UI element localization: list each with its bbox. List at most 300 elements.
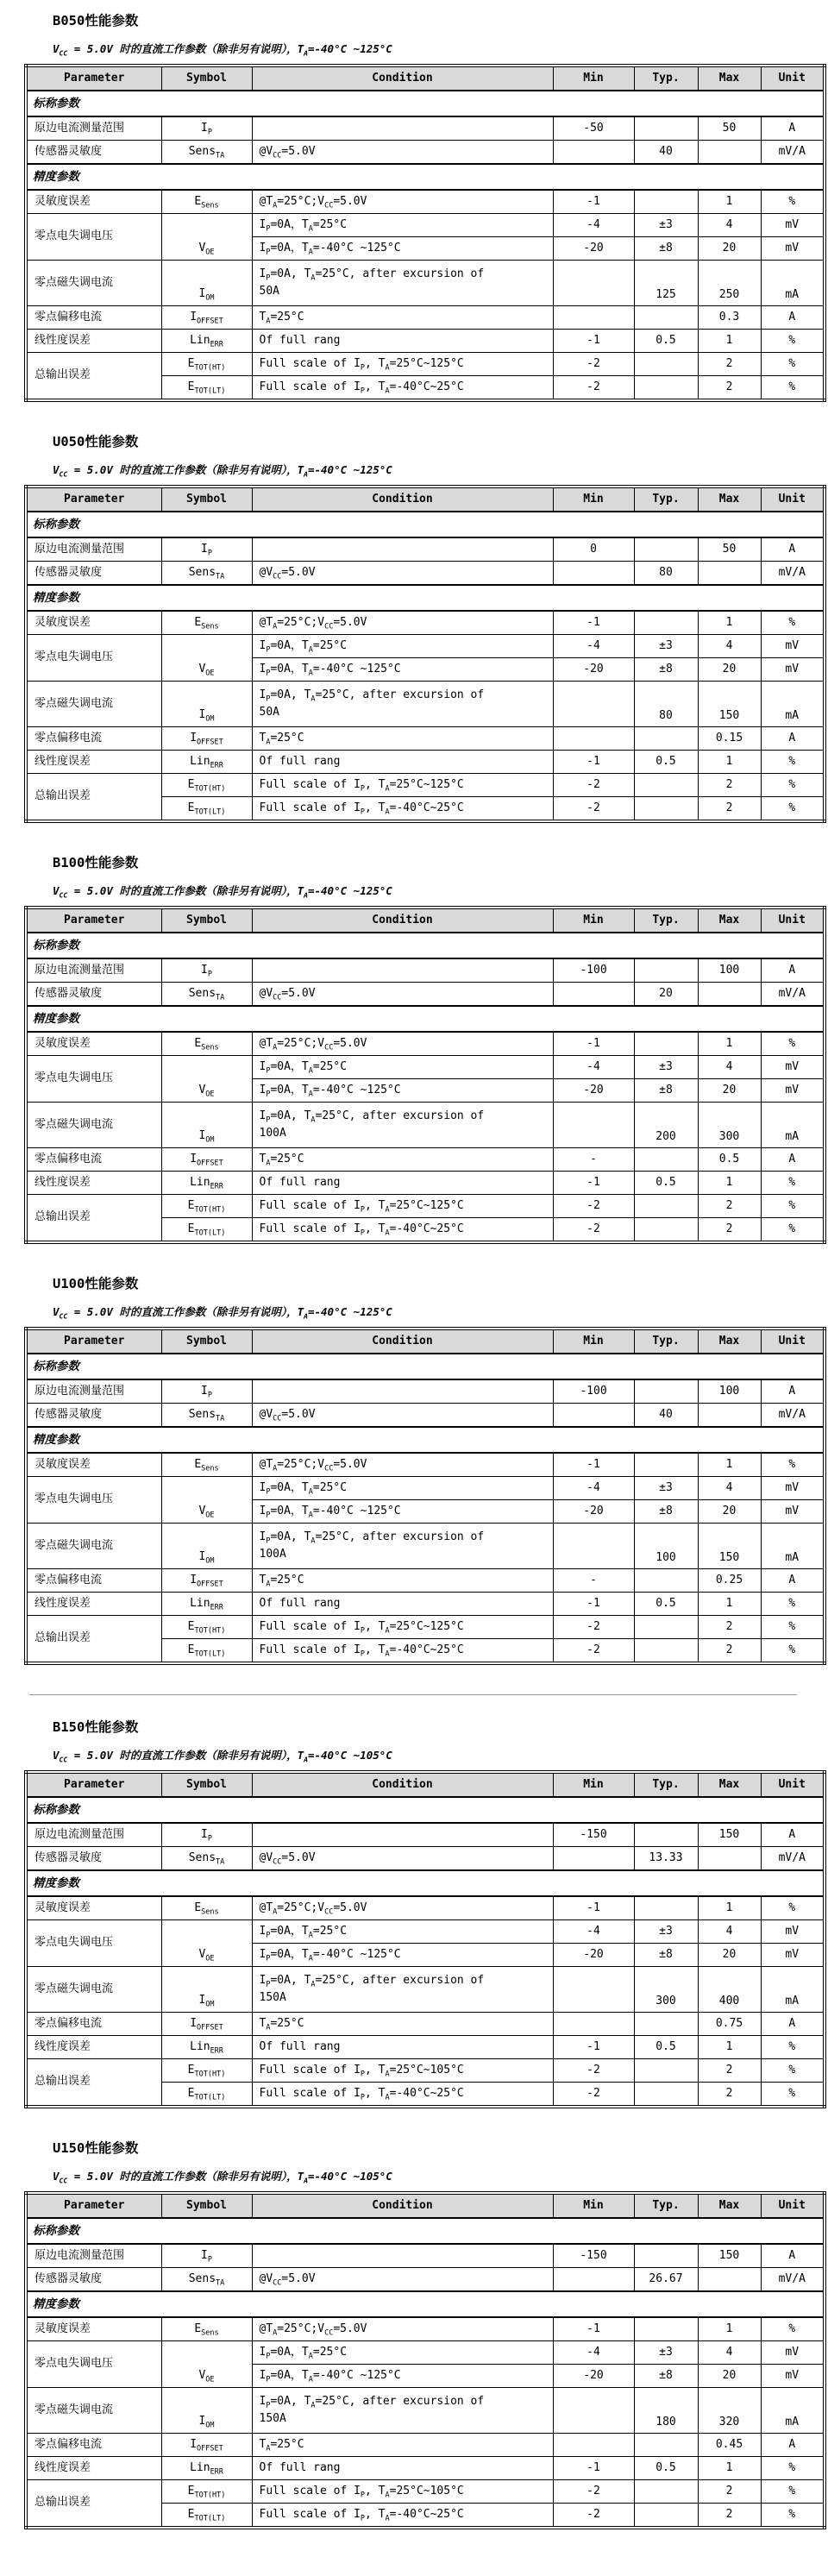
header-cell-condition: Condition (252, 908, 553, 933)
subscript: OM (205, 2421, 215, 2430)
subscript: P (360, 1649, 366, 1659)
category-label: 标称参数 (26, 933, 825, 958)
max-cell: 2 (698, 353, 761, 376)
parameters-table-U050 (24, 485, 826, 823)
param-row (26, 2434, 825, 2457)
unit-cell: mA (761, 1967, 825, 2013)
typ-cell (634, 774, 698, 797)
symbol-cell: $I_{OFFSET}$ (161, 1569, 252, 1593)
typ-cell: 40 (634, 1404, 698, 1428)
unit-cell: A (761, 2434, 825, 2457)
param-row (26, 2457, 825, 2480)
unit-cell: % (761, 2083, 825, 2108)
max-cell: 2 (698, 1218, 761, 1243)
condition-cell: Of full rang (252, 2036, 553, 2059)
subscript: TOT(LT) (194, 2514, 226, 2523)
typ-cell (634, 537, 698, 562)
category-row (26, 1427, 825, 1453)
max-cell: 2 (698, 1616, 761, 1639)
symbol-cell: $I_{OM}$ (161, 261, 252, 306)
condition-cell: $I_P=0A$，$T_A=-40^\circ C$ ~125°C (252, 1944, 553, 1967)
unit-cell: mA (761, 2388, 825, 2434)
param-cell: 零点电失调电压 (26, 1477, 161, 1524)
subscript: A (273, 1043, 278, 1052)
section-subtitle: $V_{CC} = 5.0V$ 时的直流工作参数（除非另有说明），$T_A=-40^\circ C$ ~125°C (53, 884, 392, 900)
symbol-cell: $E_{TOT(HT)}$ (161, 2059, 252, 2083)
subscript: A (310, 1536, 316, 1546)
unit-cell: A (761, 958, 825, 983)
typ-cell: ±8 (634, 1944, 698, 1967)
unit-cell: % (761, 2457, 825, 2480)
symbol-cell: $E_{TOT(LT)}$ (161, 1639, 252, 1664)
condition-cell: Full scale of $I_P$, $T_A=25^\circ C\sim 105^\circ C$ (252, 2059, 553, 2083)
min-cell: -2 (553, 376, 634, 401)
section-subtitle: $V_{CC} = 5.0V$ 时的直流工作参数（除非另有说明），$T_A=-40^\circ C$ ~125°C (53, 1305, 392, 1321)
subscript: ERR (210, 340, 223, 349)
symbol-cell: $I_P$ (161, 537, 252, 562)
unit-cell: mA (761, 1103, 825, 1148)
typ-cell: 0.5 (634, 2036, 698, 2059)
param-row (26, 1896, 825, 1920)
param-cell: 总输出误差 (26, 353, 161, 401)
param-cell: 零点磁失调电流 (26, 682, 161, 727)
min-cell: -150 (553, 2244, 634, 2268)
subscript: OFFSET (197, 1580, 223, 1589)
category-label: 标称参数 (26, 91, 825, 116)
unit-cell: mV (761, 214, 825, 237)
category-row (26, 512, 825, 537)
min-cell: -4 (553, 1477, 634, 1500)
typ-cell (634, 2317, 698, 2341)
subscript: A (273, 2328, 278, 2338)
min-cell (553, 562, 634, 586)
typ-cell: ±8 (634, 1079, 698, 1103)
condition-cell (252, 116, 553, 141)
subscript: A (385, 363, 390, 373)
condition-cell: $I_P=0A$，$T_A=-40^\circ C$ ~125°C (252, 237, 553, 261)
header-cell-max: Max (698, 1329, 761, 1354)
max-cell: 250 (698, 261, 761, 306)
symbol-cell: $V_{OE}$ (161, 2341, 252, 2388)
min-cell (553, 2388, 634, 2434)
header-cell-typ: Typ. (634, 1329, 698, 1354)
max-cell: 4 (698, 1920, 761, 1944)
symbol-cell: $I_P$ (161, 2244, 252, 2268)
subscript: P (360, 1228, 366, 1238)
max-cell: 150 (698, 1823, 761, 1847)
section-subtitle: $V_{CC} = 5.0V$ 时的直流工作参数（除非另有说明），$T_A=-40^\circ C$ ~125°C (53, 42, 392, 58)
subscript: P (266, 2352, 271, 2361)
symbol-cell: $E_{TOT(HT)}$ (161, 2480, 252, 2504)
min-cell: -20 (553, 237, 634, 261)
subscript: A (385, 807, 390, 817)
param-row (26, 1103, 825, 1148)
unit-cell: mV (761, 635, 825, 658)
param-cell: 传感器灵敏度 (26, 2268, 161, 2292)
min-cell: -20 (553, 1500, 634, 1524)
subscript: OFFSET (197, 2444, 223, 2453)
condition-cell: $T_A=25^\circ C$ (252, 1569, 553, 1593)
symbol-cell: $I_{OFFSET}$ (161, 1148, 252, 1172)
condition-cell: Full scale of $I_P$, $T_A=-40^\circ C\sim 25^\circ C$ (252, 2504, 553, 2529)
subscript: TA (216, 2278, 225, 2288)
param-row (26, 1967, 825, 2013)
symbol-cell: Sens$_{TA}$ (161, 983, 252, 1007)
subscript: P (266, 2401, 271, 2410)
unit-cell: mV (761, 1944, 825, 1967)
typ-cell: ±3 (634, 1920, 698, 1944)
subscript: A (385, 784, 390, 794)
condition-cell: Of full rang (252, 1593, 553, 1616)
header-cell-condition: Condition (252, 487, 553, 512)
unit-cell: mA (761, 682, 825, 727)
subscript: OM (205, 1135, 215, 1145)
subscript: P (360, 2514, 366, 2523)
symbol-cell: $I_P$ (161, 1379, 252, 1404)
param-cell: 线性度误差 (26, 2036, 161, 2059)
condition-cell: Of full rang (252, 2457, 553, 2480)
min-cell: -2 (553, 2083, 634, 2108)
typ-cell: 300 (634, 1967, 698, 2013)
max-cell: 20 (698, 658, 761, 682)
subscript: A (266, 2023, 271, 2033)
min-cell: -2 (553, 774, 634, 797)
unit-cell: % (761, 190, 825, 214)
subscript: TA (216, 572, 225, 581)
unit-cell: mV (761, 237, 825, 261)
param-row (26, 141, 825, 165)
header-cell-unit: Unit (761, 66, 825, 91)
max-cell: 2 (698, 2083, 761, 2108)
category-label: 精度参数 (26, 1870, 825, 1896)
min-cell: -4 (553, 1920, 634, 1944)
symbol-cell: Lin$_{ERR}$ (161, 1172, 252, 1195)
unit-cell: % (761, 1639, 825, 1664)
condition-cell: Full scale of $I_P$, $T_A=-40^\circ C\sim 25^\circ C$ (252, 797, 553, 822)
typ-cell (634, 2434, 698, 2457)
param-cell: 灵敏度误差 (26, 2317, 161, 2341)
symbol-cell: $E_{TOT(HT)}$ (161, 1195, 252, 1218)
symbol-cell: $E_{TOT(HT)}$ (161, 774, 252, 797)
subscript: CC (273, 1414, 282, 1423)
typ-cell: 26.67 (634, 2268, 698, 2292)
max-cell: 2 (698, 774, 761, 797)
condition-cell: Full scale of $I_P$, $T_A=25^\circ C\sim 105^\circ C$ (252, 2480, 553, 2504)
header-cell-typ: Typ. (634, 66, 698, 91)
typ-cell (634, 2504, 698, 2529)
parameters-table-U150 (24, 2191, 826, 2529)
symbol-cell: $E_{Sens}$ (161, 1453, 252, 1477)
symbol-cell: $E_{Sens}$ (161, 611, 252, 635)
symbol-cell: $I_{OM}$ (161, 682, 252, 727)
param-cell: 零点偏移电流 (26, 727, 161, 751)
condition-cell: $I_P=0A$，$T_A=-40^\circ C$ ~125°C (252, 2365, 553, 2388)
min-cell (553, 261, 634, 306)
section-U050 (24, 431, 823, 823)
param-row (26, 1056, 825, 1079)
header-cell-symbol: Symbol (161, 908, 252, 933)
subscript: CC (273, 151, 282, 160)
subscript: P (207, 970, 212, 979)
unit-cell: mV/A (761, 141, 825, 165)
param-row (26, 2268, 825, 2292)
header-cell-parameter: Parameter (26, 66, 161, 91)
param-row (26, 2388, 825, 2434)
header-cell-symbol: Symbol (161, 2193, 252, 2218)
param-row (26, 1569, 825, 1593)
subscript: A (385, 1626, 390, 1636)
typ-cell (634, 797, 698, 822)
subscript: CC (324, 1464, 334, 1473)
min-cell: -20 (553, 658, 634, 682)
condition-cell: $@T_A=25^\circ C;V_{CC}=5.0V$ (252, 1032, 553, 1056)
table-header-row (26, 66, 825, 91)
symbol-cell: $E_{TOT(LT)}$ (161, 2083, 252, 2108)
symbol-cell: $V_{OE}$ (161, 1056, 252, 1103)
param-cell: 传感器灵敏度 (26, 562, 161, 586)
param-row (26, 2317, 825, 2341)
subscript: A (308, 1090, 313, 1099)
symbol-cell: $I_{OM}$ (161, 2388, 252, 2434)
param-row (26, 1616, 825, 1639)
header-cell-min: Min (553, 1329, 634, 1354)
subscript: A (308, 645, 313, 655)
category-row (26, 1797, 825, 1823)
subscript: Sens (201, 201, 219, 210)
min-cell: -1 (553, 611, 634, 635)
param-row (26, 2013, 825, 2036)
subscript: ERR (210, 2467, 223, 2477)
max-cell: 1 (698, 2036, 761, 2059)
typ-cell (634, 1195, 698, 1218)
max-cell: 0.75 (698, 2013, 761, 2036)
subscript: ERR (210, 761, 223, 770)
section-U100 (24, 1273, 823, 1665)
unit-cell: A (761, 2244, 825, 2268)
param-cell: 零点磁失调电流 (26, 261, 161, 306)
typ-cell (634, 2480, 698, 2504)
subscript: ERR (210, 1603, 223, 1612)
symbol-cell: $I_P$ (161, 958, 252, 983)
param-cell: 原边电流测量范围 (26, 1379, 161, 1404)
max-cell: 1 (698, 1593, 761, 1616)
min-cell: -4 (553, 2341, 634, 2365)
unit-cell: mA (761, 261, 825, 306)
param-cell: 零点偏移电流 (26, 306, 161, 330)
unit-cell: A (761, 537, 825, 562)
header-cell-typ: Typ. (634, 487, 698, 512)
unit-cell: mV/A (761, 983, 825, 1007)
condition-cell: $@T_A=25^\circ C;V_{CC}=5.0V$ (252, 1896, 553, 1920)
typ-cell: ±8 (634, 658, 698, 682)
category-label: 精度参数 (26, 2291, 825, 2317)
subscript: CC (324, 201, 334, 210)
condition-cell (252, 2244, 553, 2268)
min-cell: -20 (553, 1079, 634, 1103)
subscript: A (304, 470, 308, 479)
min-cell (553, 983, 634, 1007)
header-cell-max: Max (698, 908, 761, 933)
max-cell (698, 562, 761, 586)
condition-cell: $I_P=0A$, $T_A=25^\circ C$, after excursion of 50A (252, 261, 553, 306)
max-cell: 0.45 (698, 2434, 761, 2457)
min-cell: -2 (553, 1639, 634, 1664)
condition-cell: Full scale of $I_P$, $T_A=-40^\circ C\sim 25^\circ C$ (252, 1639, 553, 1664)
min-cell (553, 1967, 634, 2013)
table-header-row (26, 908, 825, 933)
subscript: OE (205, 1511, 215, 1520)
max-cell (698, 141, 761, 165)
typ-cell: ±3 (634, 1477, 698, 1500)
category-label: 精度参数 (26, 164, 825, 190)
category-row (26, 1006, 825, 1032)
subscript: OE (205, 669, 215, 678)
unit-cell: mV (761, 1477, 825, 1500)
subscript: P (266, 1511, 271, 1520)
header-cell-min: Min (553, 2193, 634, 2218)
unit-cell: % (761, 2504, 825, 2529)
symbol-cell: Sens$_{TA}$ (161, 2268, 252, 2292)
subscript: A (304, 891, 308, 900)
param-cell: 零点磁失调电流 (26, 1524, 161, 1569)
subscript: TOT(HT) (194, 363, 226, 373)
param-row (26, 1847, 825, 1871)
section-title-B050: B050性能参数 (53, 13, 139, 28)
param-row (26, 635, 825, 658)
section-B150 (24, 1717, 823, 2108)
symbol-cell: $I_{OM}$ (161, 1524, 252, 1569)
max-cell: 1 (698, 1896, 761, 1920)
max-cell: 1 (698, 2457, 761, 2480)
param-cell: 线性度误差 (26, 330, 161, 353)
subscript: P (266, 669, 271, 678)
section-title-U050: U050性能参数 (53, 434, 139, 449)
condition-cell: $T_A=25^\circ C$ (252, 1148, 553, 1172)
min-cell (553, 2013, 634, 2036)
condition-cell: $I_P=0A$，$T_A=25^\circ C$ (252, 1920, 553, 1944)
subscript: CC (273, 2278, 282, 2288)
typ-cell: 0.5 (634, 330, 698, 353)
max-cell: 100 (698, 1379, 761, 1404)
subscript: A (385, 386, 390, 396)
header-cell-min: Min (553, 66, 634, 91)
subscript: TOT(HT) (194, 1626, 226, 1636)
max-cell: 4 (698, 2341, 761, 2365)
subscript: OM (205, 714, 215, 724)
unit-cell: A (761, 1379, 825, 1404)
min-cell: -100 (553, 958, 634, 983)
typ-cell (634, 1616, 698, 1639)
subscript: P (207, 1391, 212, 1400)
symbol-cell: $E_{Sens}$ (161, 2317, 252, 2341)
param-row (26, 306, 825, 330)
param-cell: 灵敏度误差 (26, 611, 161, 635)
subscript: P (266, 1954, 271, 1963)
unit-cell: mA (761, 1524, 825, 1569)
subscript: OE (205, 1954, 215, 1963)
subscript: P (360, 1626, 366, 1636)
subscript: A (385, 2093, 390, 2102)
param-cell: 原边电流测量范围 (26, 958, 161, 983)
subscript: OFFSET (197, 1159, 223, 1168)
condition-cell: Full scale of $I_P$, $T_A=25^\circ C\sim 125^\circ C$ (252, 353, 553, 376)
subscript: P (266, 224, 271, 234)
subscript: A (308, 2375, 313, 2384)
subscript: P (207, 549, 212, 558)
subscript: CC (59, 1312, 68, 1321)
typ-cell (634, 190, 698, 214)
condition-cell: Full scale of $I_P$, $T_A=-40^\circ C\sim 25^\circ C$ (252, 2083, 553, 2108)
typ-cell: 0.5 (634, 1172, 698, 1195)
subscript: A (266, 1580, 271, 1589)
subscript: A (310, 694, 316, 704)
typ-cell (634, 958, 698, 983)
condition-cell (252, 1823, 553, 1847)
header-cell-max: Max (698, 487, 761, 512)
subscript: P (360, 2491, 366, 2500)
max-cell: 1 (698, 1032, 761, 1056)
header-cell-min: Min (553, 1772, 634, 1797)
subscript: TOT(LT) (194, 386, 226, 396)
typ-cell: 20 (634, 983, 698, 1007)
param-row (26, 2341, 825, 2365)
min-cell: -2 (553, 2504, 634, 2529)
subscript: A (308, 1931, 313, 1940)
min-cell: -1 (553, 1172, 634, 1195)
symbol-cell: $I_{OFFSET}$ (161, 2434, 252, 2457)
table-header-row (26, 1329, 825, 1354)
unit-cell: % (761, 330, 825, 353)
section-subtitle: $V_{CC} = 5.0V$ 时的直流工作参数（除非另有说明），$T_A=-40^\circ C$ ~105°C (53, 1749, 392, 1764)
param-cell: 线性度误差 (26, 751, 161, 774)
subscript: A (273, 622, 278, 631)
section-subtitle: $V_{CC} = 5.0V$ 时的直流工作参数（除非另有说明），$T_A=-40^\circ C$ ~105°C (53, 2170, 392, 2185)
subscript: OFFSET (197, 2023, 223, 2033)
category-label: 标称参数 (26, 1797, 825, 1823)
min-cell: -2 (553, 353, 634, 376)
typ-cell: 40 (634, 141, 698, 165)
typ-cell: ±8 (634, 237, 698, 261)
param-cell: 灵敏度误差 (26, 190, 161, 214)
typ-cell (634, 727, 698, 751)
unit-cell: mV (761, 1079, 825, 1103)
max-cell: 20 (698, 1079, 761, 1103)
subscript: OFFSET (197, 738, 223, 747)
subscript: OM (205, 1556, 215, 1566)
unit-cell: % (761, 376, 825, 401)
header-cell-condition: Condition (252, 2193, 553, 2218)
max-cell: 1 (698, 2317, 761, 2341)
symbol-cell: $E_{TOT(LT)}$ (161, 797, 252, 822)
param-cell: 零点电失调电压 (26, 2341, 161, 2388)
max-cell: 4 (698, 1056, 761, 1079)
header-cell-parameter: Parameter (26, 487, 161, 512)
param-row (26, 611, 825, 635)
unit-cell: mV (761, 1920, 825, 1944)
unit-cell: % (761, 774, 825, 797)
unit-cell: % (761, 2059, 825, 2083)
param-row (26, 1823, 825, 1847)
max-cell: 150 (698, 682, 761, 727)
subscript: P (266, 1066, 271, 1076)
subscript: CC (324, 622, 334, 631)
typ-cell: 200 (634, 1103, 698, 1148)
condition-cell: $@T_A=25^\circ C;V_{CC}=5.0V$ (252, 2317, 553, 2341)
param-row (26, 682, 825, 727)
condition-cell: $T_A=25^\circ C$ (252, 306, 553, 330)
subscript: CC (273, 1857, 282, 1867)
symbol-cell: $I_{OFFSET}$ (161, 306, 252, 330)
